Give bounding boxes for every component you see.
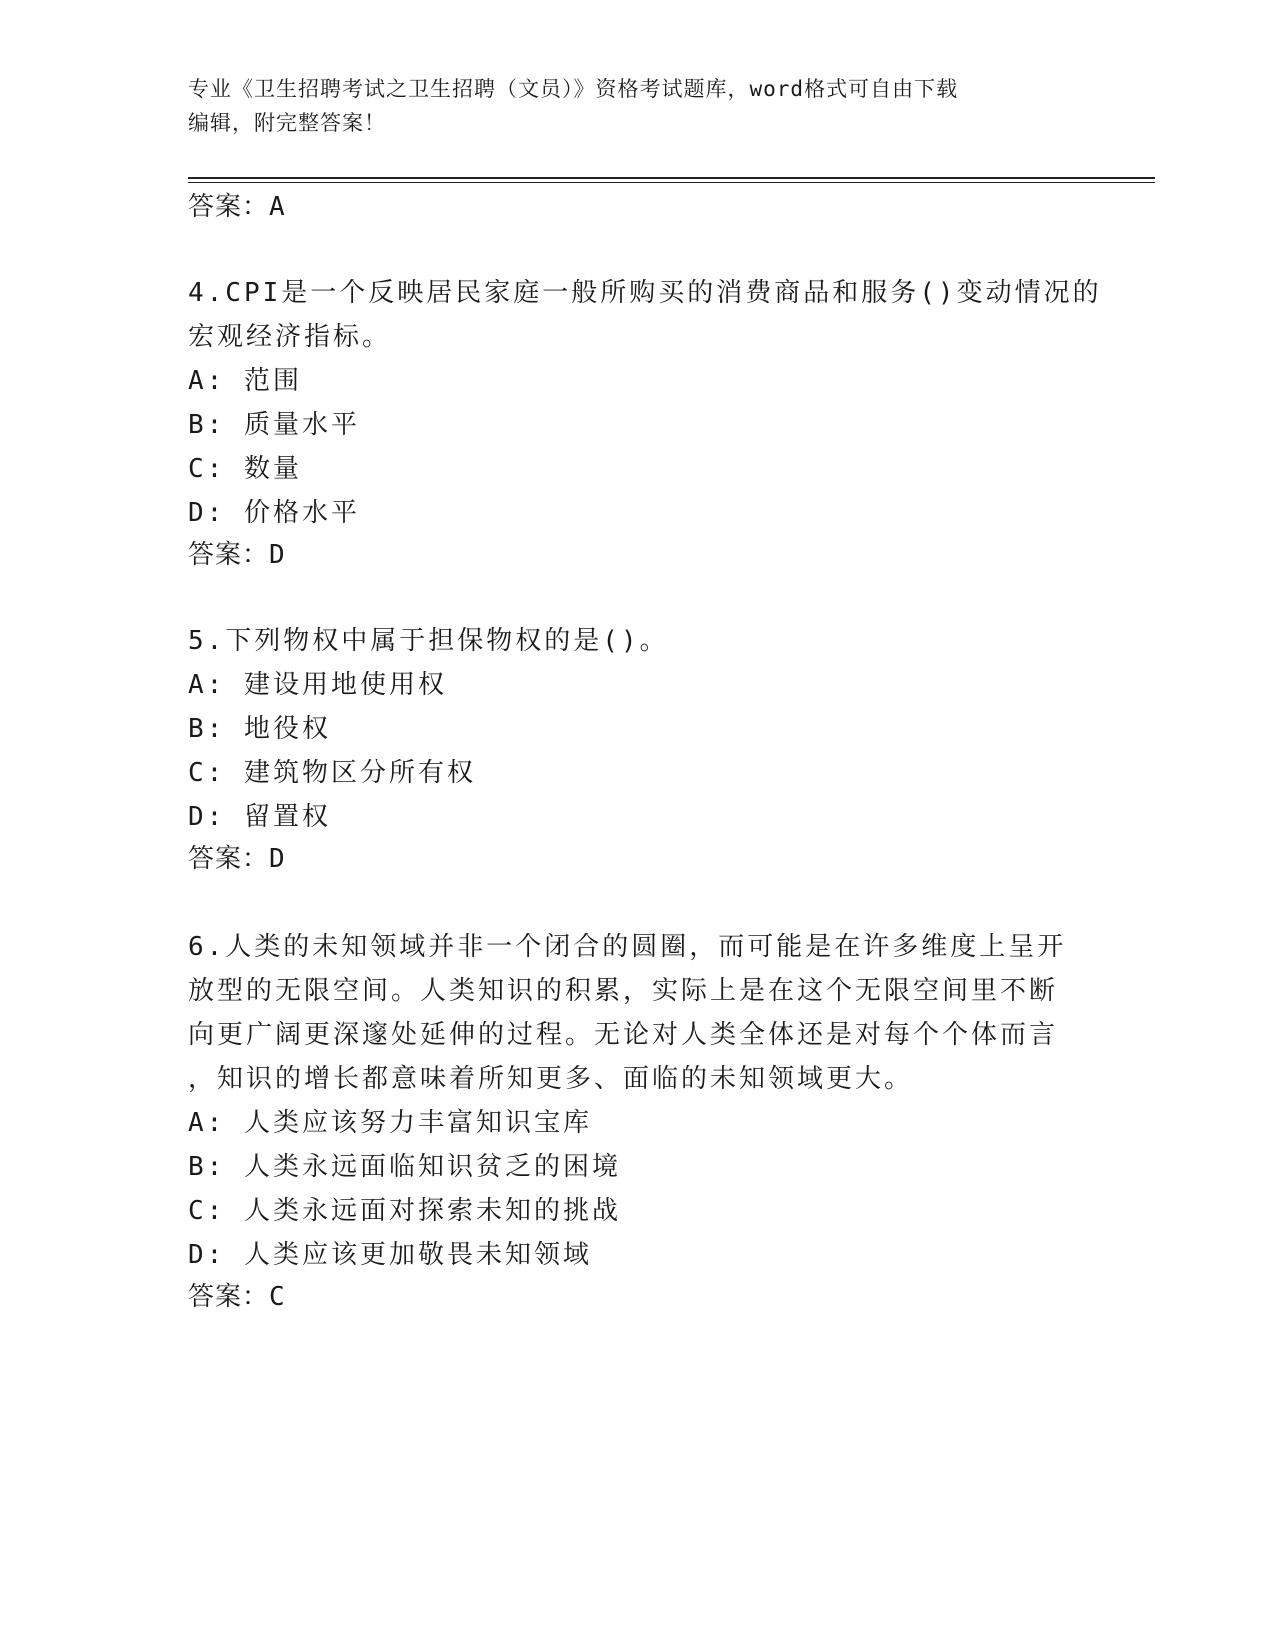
question-4-option-b: B: 质量水平 <box>188 410 360 440</box>
question-4-stem-line-1: 4.CPI是一个反映居民家庭一般所购买的消费商品和服务()变动情况的 <box>188 278 1102 308</box>
question-6-stem-line-1: 6.人类的未知领域并非一个闭合的圆圈，而可能是在许多维度上呈开 <box>188 932 1067 962</box>
answer-line-q4 <box>188 534 286 571</box>
answer-line-q5 <box>188 838 286 875</box>
question-6-option-a: A: 人类应该努力丰富知识宝库 <box>188 1108 592 1138</box>
answer-label: 答案： <box>188 844 270 874</box>
question-5-stem-line-1: 5.下列物权中属于担保物权的是()。 <box>188 626 669 656</box>
question-4-stem-line-2: 宏观经济指标。 <box>188 322 392 352</box>
question-6-stem-line-3: 向更广阔更深邃处延伸的过程。无论对人类全体还是对每个个体而言 <box>188 1020 1059 1050</box>
document-header <box>188 72 1068 140</box>
question-5-option-b: B: 地役权 <box>188 714 331 744</box>
answer-label: 答案： <box>188 192 270 222</box>
answer-line-q3 <box>188 186 286 223</box>
question-5-option-d: D: 留置权 <box>188 802 331 832</box>
question-5-option-c: C: 建筑物区分所有权 <box>188 758 476 788</box>
question-4-option-c: C: 数量 <box>188 454 302 484</box>
answer-label: 答案： <box>188 1282 270 1312</box>
question-6-option-b: B: 人类永远面临知识贫乏的困境 <box>188 1152 621 1182</box>
question-4-option-a: A: 范围 <box>188 366 302 396</box>
question-6-stem-line-4: ，知识的增长都意味着所知更多、面临的未知领域更大。 <box>188 1064 914 1094</box>
answer-line-q6 <box>188 1276 286 1313</box>
question-5-option-a: A: 建设用地使用权 <box>188 670 447 700</box>
header-divider-thick <box>188 177 1155 179</box>
question-6-stem-line-2: 放型的无限空间。人类知识的积累，实际上是在这个无限空间里不断 <box>188 976 1059 1006</box>
question-4-option-d: D: 价格水平 <box>188 498 360 528</box>
answer-value: D <box>269 844 286 874</box>
header-line-1: 专业《卫生招聘考试之卫生招聘（文员）》资格考试题库，word格式可自由下载 <box>188 77 959 101</box>
question-6-option-d: D: 人类应该更加敬畏未知领域 <box>188 1240 592 1270</box>
answer-value: C <box>269 1282 286 1312</box>
header-line-2: 编辑，附完整答案！ <box>188 111 386 135</box>
header-divider-thin <box>188 182 1155 183</box>
question-6-option-c: C: 人类永远面对探索未知的挑战 <box>188 1196 621 1226</box>
answer-value: D <box>269 540 286 570</box>
answer-value: A <box>269 192 286 222</box>
answer-label: 答案： <box>188 540 270 570</box>
